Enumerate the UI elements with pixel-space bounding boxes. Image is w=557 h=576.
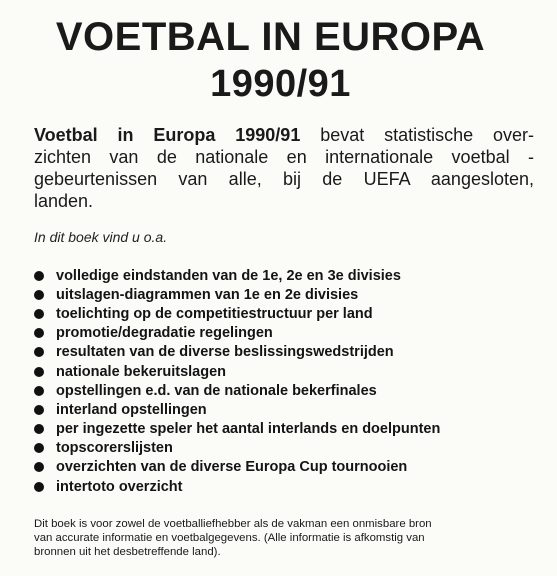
- bullet-icon: [34, 482, 44, 492]
- list-item: [34, 285, 544, 304]
- list-item: [34, 266, 544, 285]
- footer-line-2: van accurate informatie en voetbalgegevens. (Alle informatie is afkomstig van: [34, 532, 425, 544]
- footer-line-3: bronnen uit het desbetreffende land).: [34, 546, 221, 558]
- list-item: [34, 477, 544, 496]
- book-title-inline: Voetbal in Europa 1990/91: [34, 125, 301, 145]
- footer-note: [34, 517, 534, 559]
- bullet-icon: [34, 462, 44, 472]
- intro-line-1: [34, 124, 534, 146]
- list-item-label: intertoto overzicht: [56, 478, 183, 495]
- bullet-icon: [34, 271, 44, 281]
- intro-line-4: landen.: [34, 191, 94, 211]
- list-item-label: interland opstellingen: [56, 401, 207, 418]
- list-item: [34, 362, 544, 381]
- list-item-label: volledige eindstanden van de 1e, 2e en 3e divisies: [56, 267, 401, 284]
- list-item-label: uitslagen-diagrammen van 1e en 2e divisies: [56, 286, 359, 303]
- list-item-label: topscorerslijsten: [56, 440, 173, 457]
- bullet-icon: [34, 347, 44, 357]
- bullet-icon: [34, 443, 44, 453]
- list-item: [34, 324, 544, 343]
- contents-list: [34, 266, 544, 496]
- list-lead-text: In dit boek vind u o.a.: [34, 229, 168, 245]
- bullet-icon: [34, 424, 44, 434]
- footer-line-1: Dit boek is voor zowel de voetballiefhebber als de vakman een onmisbare bron: [34, 518, 432, 530]
- list-item-label: toelichting op de competitiestructuur per land: [56, 305, 373, 322]
- list-item-label: resultaten van de diverse beslissingswedstrijden: [56, 344, 394, 361]
- intro-paragraph: [34, 124, 534, 212]
- bullet-icon: [34, 367, 44, 377]
- bullet-icon: [34, 290, 44, 300]
- page-subtitle-season: 1990/91: [210, 63, 351, 105]
- list-item: [34, 458, 544, 477]
- list-item: [34, 420, 544, 439]
- list-item-label: nationale bekeruitslagen: [56, 363, 227, 380]
- page-title: VOETBAL IN EUROPA: [55, 15, 486, 59]
- list-item-label: overzichten van de diverse Europa Cup tournooien: [56, 459, 408, 476]
- list-item: [34, 343, 544, 362]
- intro-line-2: zichten van de nationale en internationale voetbal -: [34, 147, 534, 167]
- list-item: [34, 304, 544, 323]
- list-item: [34, 400, 544, 419]
- bullet-icon: [34, 405, 44, 415]
- intro-line-1-rest: bevat statistische over-: [300, 125, 534, 145]
- list-item: [34, 381, 544, 400]
- intro-line-3: gebeurtenissen van alle, bij de UEFA aangesloten,: [34, 169, 534, 189]
- list-item: [34, 439, 544, 458]
- bullet-icon: [34, 309, 44, 319]
- bullet-icon: [34, 386, 44, 396]
- list-item-label: promotie/degradatie regelingen: [56, 325, 273, 342]
- list-item-label: opstellingen e.d. van de nationale bekerfinales: [56, 382, 377, 399]
- bullet-icon: [34, 328, 44, 338]
- list-item-label: per ingezette speler het aantal interlands en doelpunten: [56, 421, 441, 438]
